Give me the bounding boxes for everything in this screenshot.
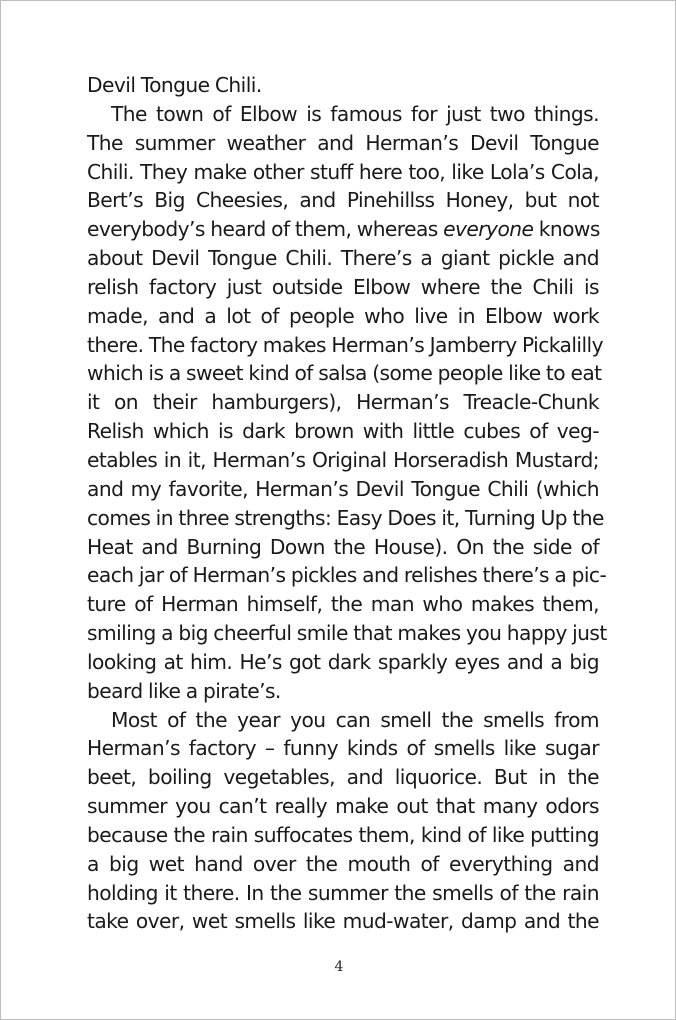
text-line: there. The factory makes Herman’s Jamberry Pickalilly	[87, 332, 604, 357]
text-line: and my favorite, Herman’s Devil Tongue Chili (which	[87, 476, 599, 501]
text-line: Devil Tongue Chili.	[87, 73, 262, 97]
text-line: beard like a pirate’s.	[87, 678, 281, 703]
text-line: because the rain suffocates them, kind of like putting	[87, 822, 599, 847]
text-line: ture of Herman himself, the man who makes them,	[87, 592, 599, 617]
text-line: which is a sweet kind of salsa (some people like to eat	[87, 361, 602, 386]
text-line: a big wet hand over the mouth of everything and	[87, 851, 599, 876]
text-line: Herman’s factory – funny kinds of smells like sugar	[87, 736, 599, 761]
text-line	[87, 215, 599, 244]
page-number: 4	[334, 959, 344, 975]
text-line: it on their hamburgers), Herman’s Treacle-Chunk	[87, 390, 599, 415]
text-line: Bert’s Big Cheesies, and Pinehillss Honey, but not	[87, 188, 599, 213]
text-fragment: knows	[538, 217, 600, 242]
text-line: made, and a lot of people who live in Elbow work	[87, 303, 599, 328]
text-line: smiling a big cheerful smile that makes you happy just	[87, 621, 607, 646]
text-line: about Devil Tongue Chili. There’s a giant pickle and	[87, 246, 599, 271]
text-line: Relish which is dark brown with little cubes of veg-	[87, 419, 599, 444]
text-line: take over, wet smells like mud-water, damp and the	[87, 909, 599, 934]
text-line: comes in three strengths: Easy Does it, Turning Up the	[87, 505, 604, 530]
text-line: The town of Elbow is famous for just two things.	[111, 101, 599, 126]
text-line: Heat and Burning Down the House). On the side of	[87, 534, 599, 559]
emphasis-text: everyone	[443, 217, 534, 242]
text-line: The summer weather and Herman’s Devil Tongue	[87, 130, 599, 155]
text-line: relish factory just outside Elbow where the Chili is	[87, 274, 599, 299]
text-fragment: everybody’s heard of them, whereas	[87, 217, 438, 242]
text-line: Most of the year you can smell the smells from	[111, 707, 599, 732]
body-text	[87, 71, 607, 936]
text-line: etables in it, Herman’s Original Horseradish Mustard;	[87, 447, 599, 472]
text-line: summer you can’t really make out that many odors	[87, 794, 599, 819]
text-line: beet, boiling vegetables, and liquorice. But in the	[87, 765, 599, 790]
text-line: looking at him. He’s got dark sparkly eyes and a big	[87, 649, 599, 674]
text-line: each jar of Herman’s pickles and relishes there’s a pic-	[87, 563, 607, 588]
text-line: holding it there. In the summer the smells of the rain	[87, 880, 599, 905]
text-line: Chili. They make other stuff here too, like Lola’s Cola,	[87, 159, 599, 184]
